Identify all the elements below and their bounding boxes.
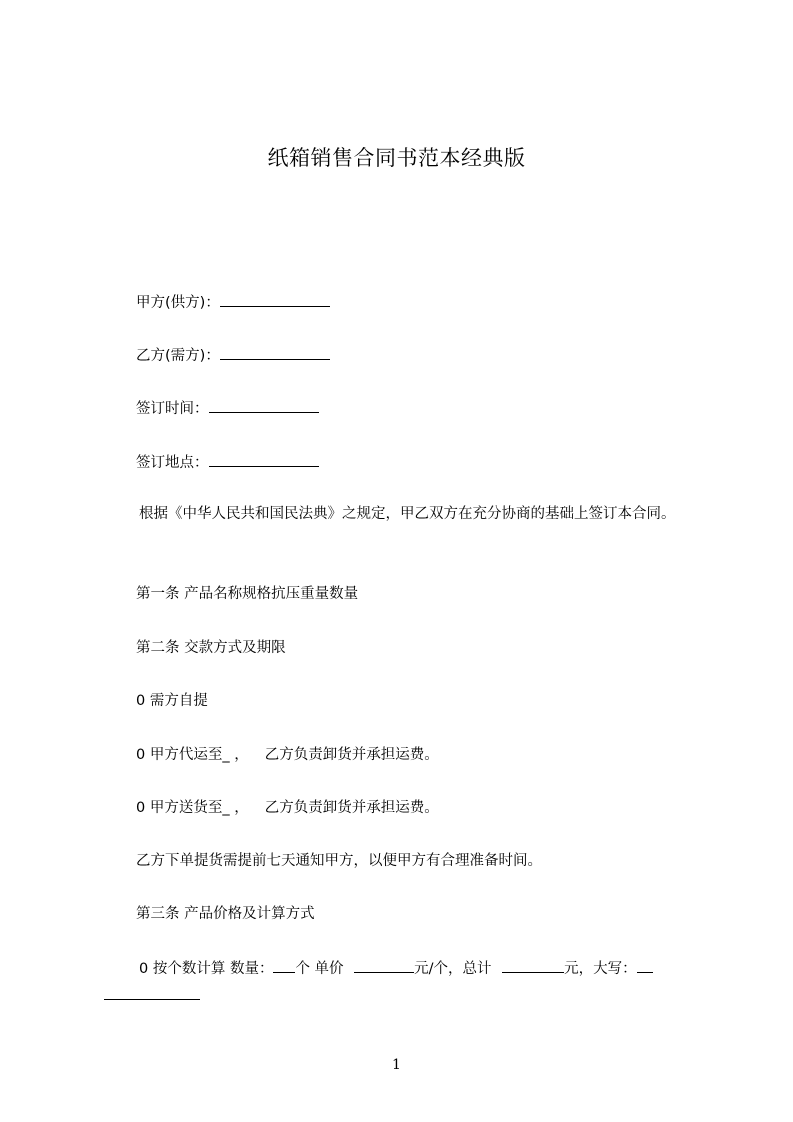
party-b-blank[interactable] [220, 345, 330, 360]
option-delivery-note: 乙方负责卸货并承担运费。 [264, 800, 439, 816]
option-self-pickup: 0 需方自提 [136, 693, 208, 709]
option-delivery [136, 798, 439, 818]
option-agent-shipping-text: 0 甲方代运至_ ， [136, 747, 249, 763]
notice-line: 乙方下单提货需提前七天通知甲方，以便甲方有合理准备时间。 [136, 853, 542, 869]
amount-in-words-blank[interactable] [637, 958, 653, 973]
intro-paragraph: 根据《中华人民共和国民法典》之规定，甲乙双方在充分协商的基础上签订本合同。 [139, 506, 676, 522]
party-b-line [136, 345, 330, 366]
article-1-heading: 第一条 产品名称规格抗压重量数量 [136, 586, 359, 602]
sign-place-line [136, 452, 319, 473]
pricing-line [139, 958, 653, 979]
sign-time-blank[interactable] [209, 398, 319, 413]
article-2-heading: 第二条 交款方式及期限 [136, 640, 286, 656]
party-a-line [136, 292, 330, 313]
quantity-blank[interactable] [273, 958, 295, 973]
quantity-unit: 个 单价 [295, 961, 344, 977]
unit-price-blank[interactable] [354, 958, 414, 973]
sign-place-blank[interactable] [209, 452, 319, 467]
sign-time-label: 签订时间： [136, 401, 209, 417]
page-number: 1 [392, 1057, 401, 1073]
total-blank[interactable] [502, 958, 564, 973]
option-delivery-text: 0 甲方送货至_ ， [136, 800, 249, 816]
amount-in-words-blank-continued[interactable] [104, 985, 200, 1000]
party-a-blank[interactable] [220, 292, 330, 307]
option-agent-shipping-note: 乙方负责卸货并承担运费。 [264, 747, 439, 763]
document-title: 纸箱销售合同书范本经典版 [267, 146, 526, 170]
pricing-prefix: 0 按个数计算 数量： [139, 961, 274, 977]
sign-time-line [136, 398, 319, 419]
option-agent-shipping [136, 745, 439, 765]
party-b-label: 乙方(需方)： [136, 348, 220, 364]
party-a-label: 甲方(供方)： [136, 295, 220, 311]
article-3-heading: 第三条 产品价格及计算方式 [136, 906, 315, 922]
sign-place-label: 签订地点： [136, 455, 209, 471]
unit-price-unit: 元/个，总计 [414, 961, 492, 977]
total-unit: 元，大写： [564, 961, 637, 977]
